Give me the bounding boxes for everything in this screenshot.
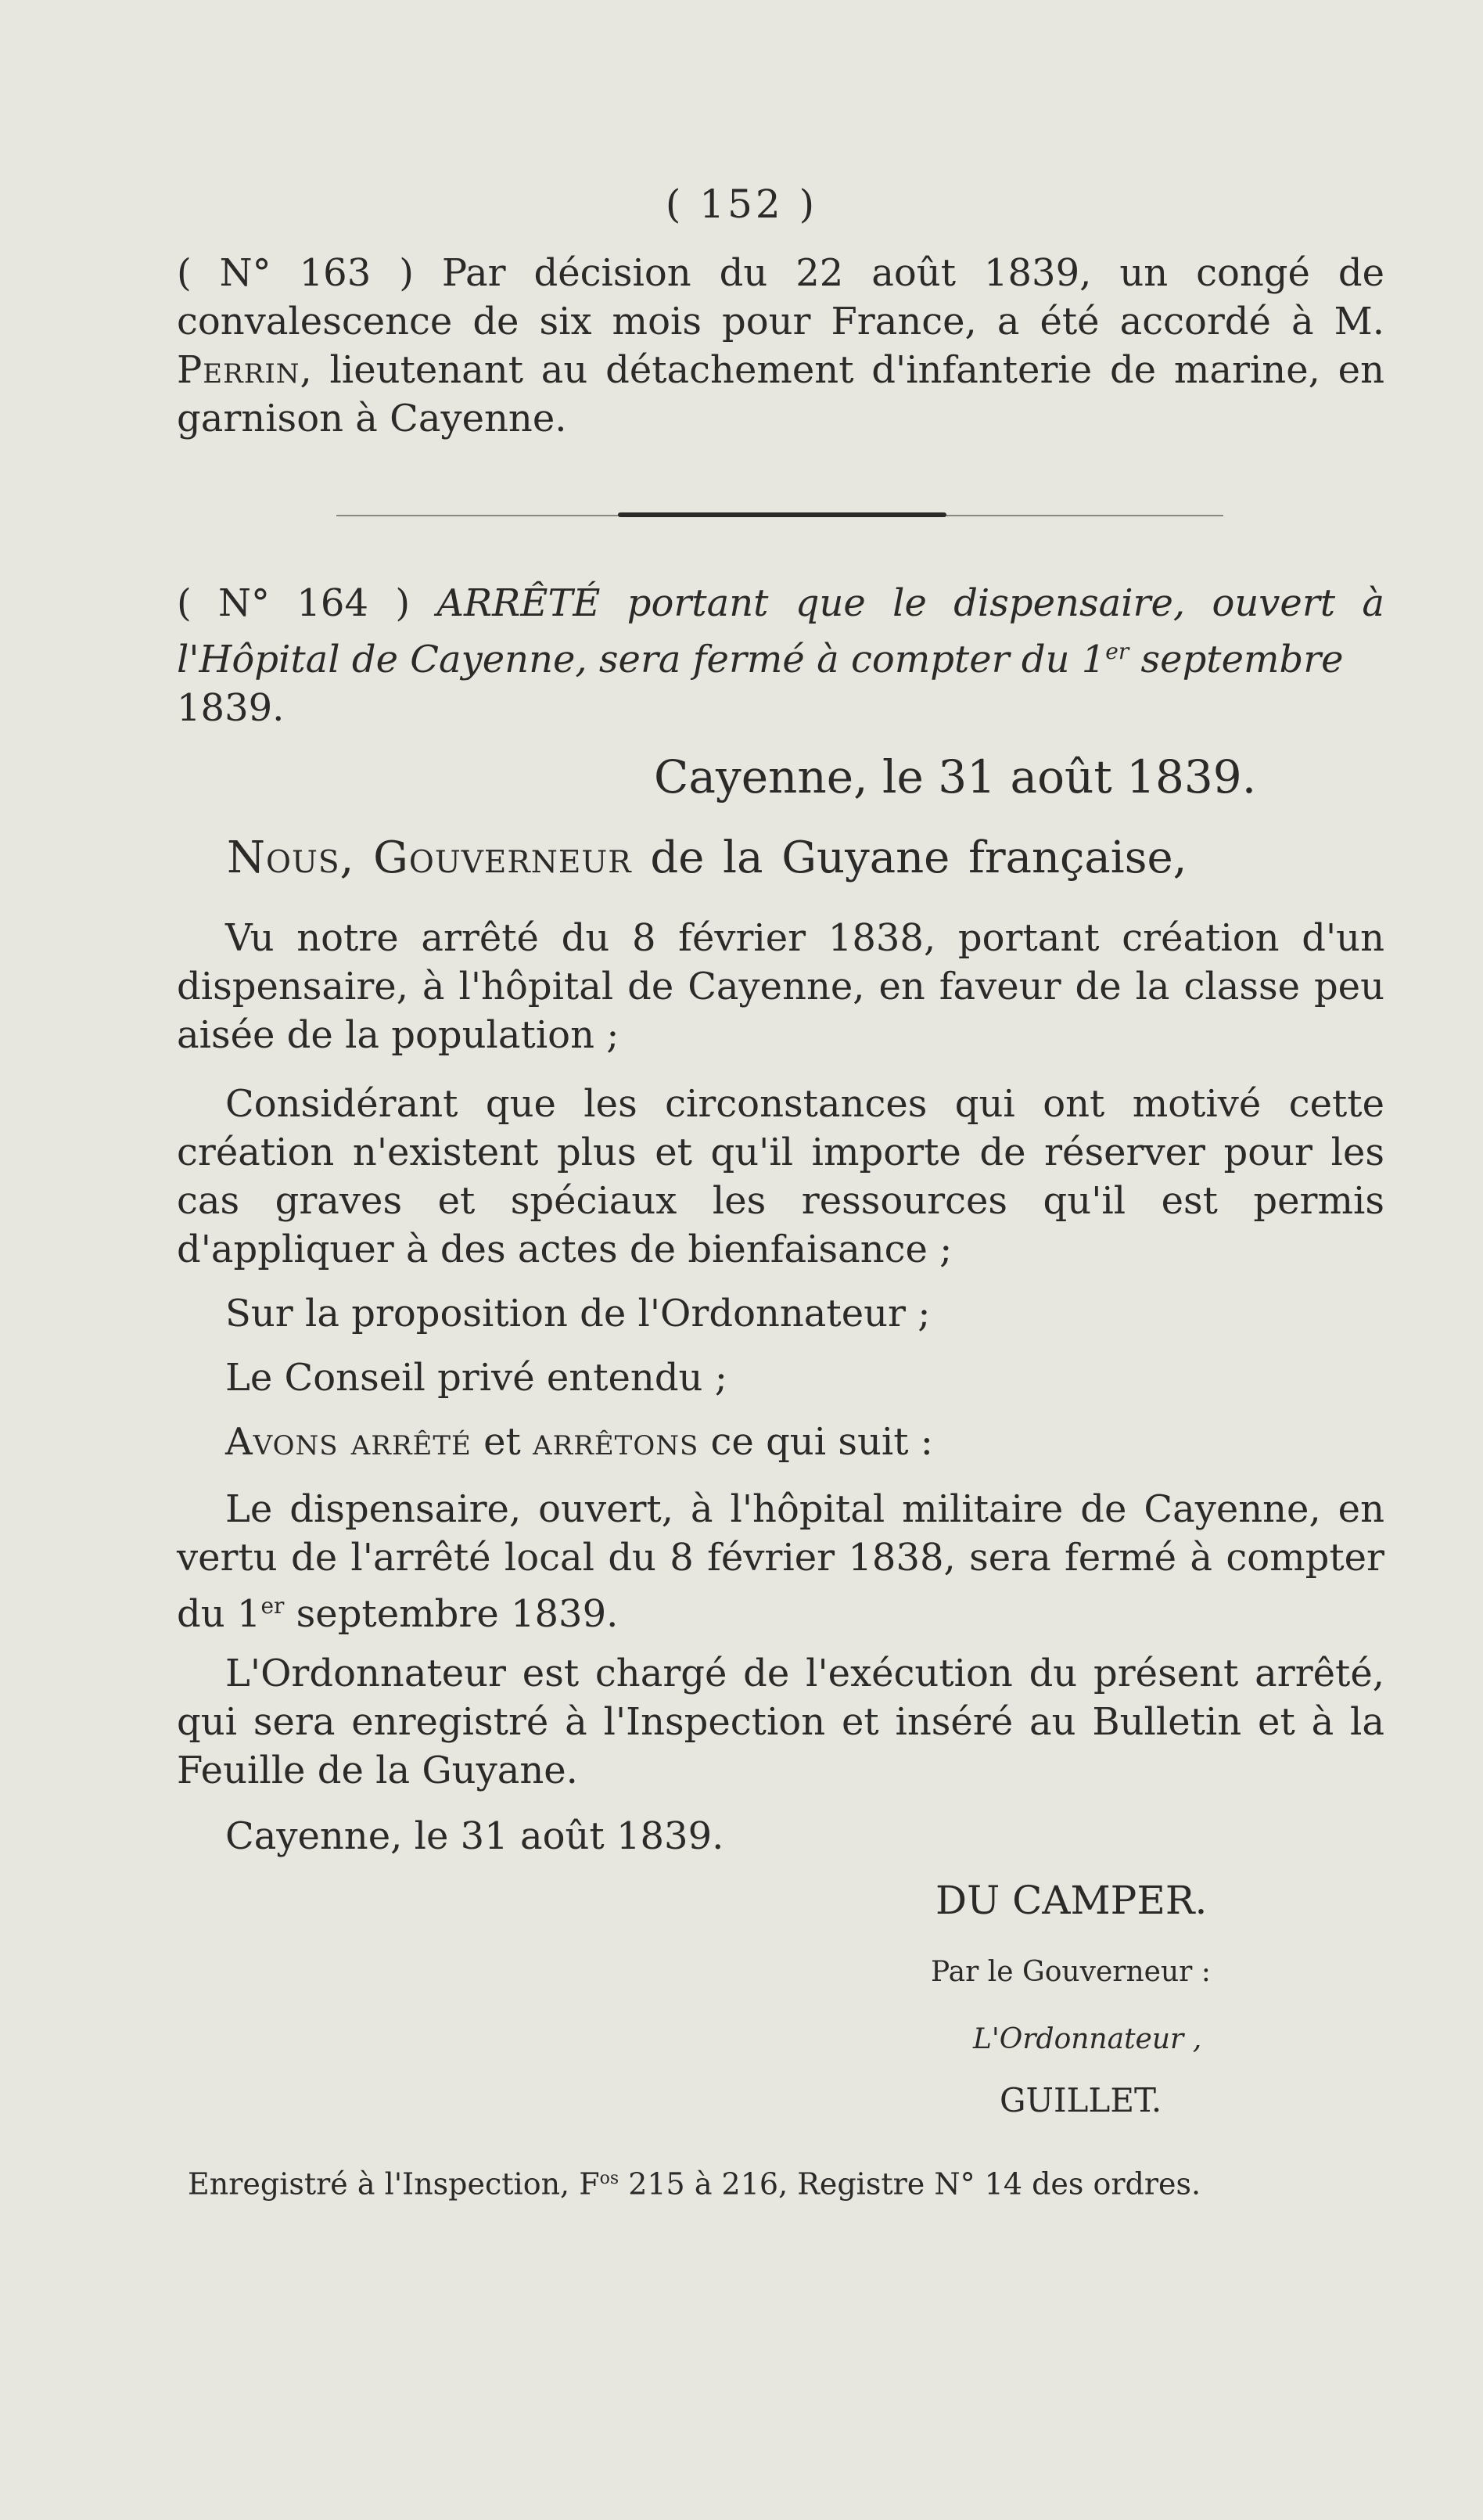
paragraph-vu: Vu notre arrêté du 8 février 1838, portant création d'un dispensaire, à l'hôpital de Cayenne, en faveur de la classe peu aisée de la population ; — [177, 916, 1384, 1057]
par-le-gouverneur: Par le Gouverneur : — [931, 1956, 1211, 1988]
signature-governor: DU CAMPER. — [935, 1878, 1208, 1923]
page-number: ( 152 ) — [665, 182, 818, 227]
nous-gouverneur: Nous, Gouverneur de la Guyane française, — [227, 832, 1187, 883]
item-164-heading: ( N° 164 ) ARRÊTÉ portant que le dispensaire, ouvert à l'Hôpital de Cayenne, sera fermé à compter du 1er septembre 1839. — [177, 581, 1385, 730]
item-163: ( N° 163 ) Par décision du 22 août 1839, un congé de convalescence de six mois pour France, a été accordé à M. Perrin, lieutenant au détachement d'infanterie de marine, en garnison à Cayenne. — [177, 251, 1385, 440]
separator-rule-center — [618, 512, 946, 517]
registration-footer: Enregistré à l'Inspection, $F^{os}$ 215 à 216, Registre N° 14 des ordres. — [188, 2166, 1201, 2202]
dateline: Cayenne, le 31 août 1839. — [654, 750, 1257, 803]
paragraph-dispensaire: Le dispensaire, ouvert, à l'hôpital militaire de Cayenne, en vertu de l'arrêté local du 8 février 1838, sera fermé à compter du 1er septembre 1839. — [177, 1487, 1384, 1636]
signature-ordonnateur: GUILLET. — [1000, 2081, 1162, 2119]
item-164-number: ( N° 164 ) — [177, 581, 411, 625]
closing-date: Cayenne, le 31 août 1839. — [225, 1814, 724, 1858]
officer-name: Perrin — [177, 348, 300, 392]
paragraph-considerant: Considérant que les circonstances qui ont motivé cette création n'existent plus et qu'il importe de réserver pour les cas graves et spéciaux les ressources qu'il est permis d'appliquer à des actes de bienfaisance ; — [177, 1082, 1384, 1271]
paragraph-ordonnateur: L'Ordonnateur est chargé de l'exécution du présent arrêté, qui sera enregistré à l'Inspection et inséré au Bulletin et à la Feuille de la Guyane. — [177, 1652, 1384, 1792]
ordonnateur-title: L'Ordonnateur , — [973, 2023, 1202, 2055]
paragraph-proposition: Sur la proposition de l'Ordonnateur ; — [225, 1292, 931, 1335]
paragraph-avons: Avons arrêté et arrêtons ce qui suit : — [225, 1420, 933, 1464]
item-163-number: ( N° 163 ) — [177, 251, 414, 295]
paragraph-conseil: Le Conseil privé entendu ; — [225, 1356, 727, 1400]
